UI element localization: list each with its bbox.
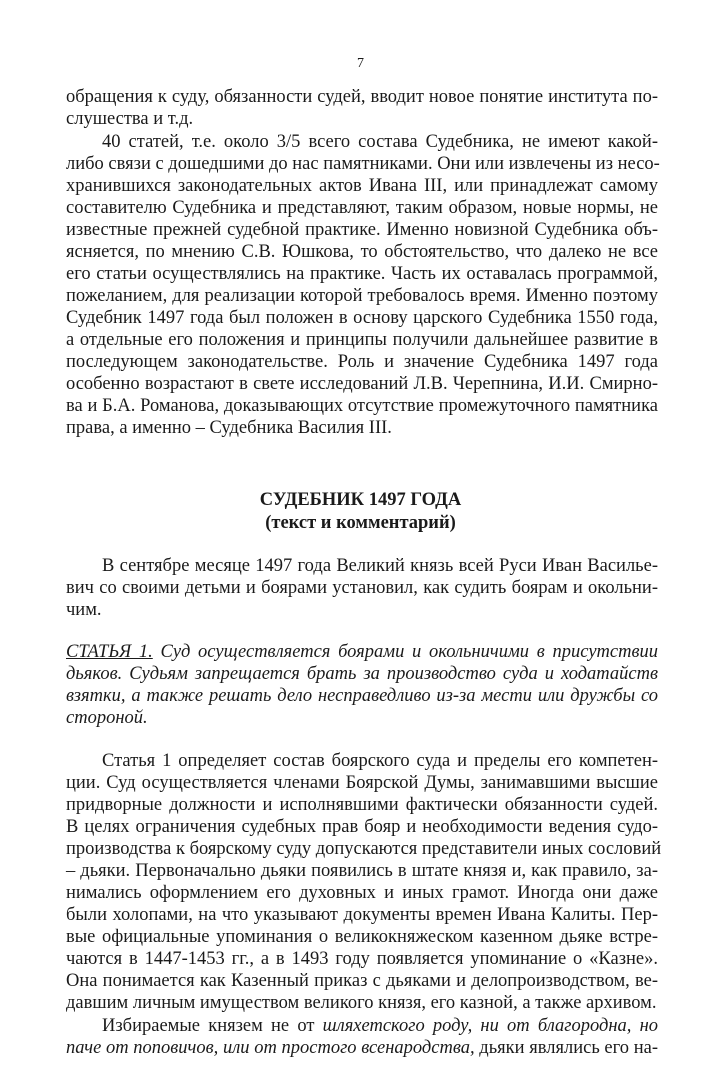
paragraph-line: Судебник 1497 года был положен в основу царского Судебника 1550 года, — [66, 308, 658, 328]
paragraph-line: вые официальные упоминания о великокняжеском казенном дьяке встре- — [66, 927, 658, 947]
paragraph-line: Она понимается как Казенный приказ с дьяками и делопроизводством, ве- — [66, 971, 658, 991]
article-label: СТАТЬЯ 1. — [66, 642, 153, 662]
paragraph-line: вич со своими детьми и боярами установил, как судить боярам и окольни- — [66, 578, 658, 598]
article-line: дьяков. Судьям запрещается брать за производство суда и ходатайств — [66, 664, 658, 684]
paragraph-line: были холопами, на что указывают документы времен Ивана Калиты. Пер- — [66, 905, 658, 925]
paragraph-line: Статья 1 определяет состав боярского суда и пределы его компетен- — [102, 751, 658, 771]
paragraph-line: права, а именно – Судебника Василия III. — [66, 418, 392, 438]
paragraph-line: составителю Судебника и представляют, таким образом, новые нормы, не — [66, 198, 658, 218]
paragraph-line: 40 статей, т.е. около 3/5 всего состава Судебника, не имеют какой- — [102, 132, 658, 152]
paragraph-line: а отдельные его положения и принципы получили дальнейшее развитие в — [66, 330, 658, 350]
paragraph-line: последующем законодательстве. Роль и значение Судебника 1497 года — [66, 352, 658, 372]
paragraph-line: давшим личным имуществом великого князя, его казной, а также архивом. — [66, 993, 657, 1013]
section-heading-subtitle: (текст и комментарий) — [265, 513, 456, 533]
paragraph-line: ва и Б.А. Романова, доказывающих отсутствие промежуточного памятника — [66, 396, 658, 416]
quote-run: шляхетского роду, ни от благородна, но — [322, 1016, 659, 1036]
paragraph-line: производства к боярскому суду допускаются представители иных сословий — [66, 839, 662, 859]
article-text: Суд осуществляется боярами и окольничими в присутствии — [160, 642, 658, 662]
article-line — [66, 641, 658, 663]
page-number: 7 — [357, 56, 364, 71]
section-heading-title: СУДЕБНИК 1497 ГОДА — [259, 490, 462, 510]
paragraph-line: обращения к суду, обязанности судей, вводит новое понятие института по- — [66, 87, 658, 107]
paragraph-line: его статьи осуществлялись на практике. Часть их оставалась программой, — [66, 264, 658, 284]
paragraph-line — [102, 1015, 658, 1037]
paragraph-line — [66, 1037, 658, 1059]
paragraph-line: либо связи с дошедшими до нас памятниками. Они или извлечены из несо- — [66, 154, 660, 174]
paragraph-line: чаются в 1447-1453 гг., а в 1493 году появляется упоминание о «Казне». — [66, 949, 658, 969]
text-run: Избираемые князем не от — [102, 1016, 323, 1036]
paragraph-line: чим. — [66, 600, 102, 620]
paragraph-line: особенно возрастают в свете исследований Л.В. Черепнина, И.И. Смирно- — [66, 374, 658, 394]
article-line: стороной. — [66, 708, 148, 728]
paragraph-line: слушества и т.д. — [66, 109, 194, 129]
article-line: взятки, а также решать дело несправедливо из-за мести или дружбы со — [66, 686, 658, 706]
paragraph-line: пожеланием, для реализации которой требовалось время. Именно поэтому — [66, 286, 658, 306]
paragraph-line: придворные должности и исполнявшими фактически обязанности судей. — [66, 795, 658, 815]
paragraph-line: В сентябре месяце 1497 года Великий князь всей Руси Иван Василье- — [102, 556, 658, 576]
paragraph-line: известные прежней судебной практике. Именно новизной Судебника объ- — [66, 220, 658, 240]
paragraph-line: хранившихся законодательных актов Ивана III, или принадлежат самому — [66, 176, 658, 196]
paragraph-line: ции. Суд осуществляется членами Боярской Думы, занимавшими высшие — [66, 773, 658, 793]
quote-run: паче от поповичов, или от простого всенародства, — [66, 1038, 475, 1058]
paragraph-line: В целях ограничения судебных прав бояр и необходимости ведения судо- — [66, 817, 658, 837]
text-run: дьяки являлись его на- — [474, 1038, 658, 1058]
paragraph-line: – дьяки. Первоначально дьяки появились в штате князя и, как правило, за- — [66, 861, 658, 881]
paragraph-line: нимались оформлением его духовных и иных грамот. Иногда они даже — [66, 883, 658, 903]
paragraph-line: ясняется, по мнению С.В. Юшкова, то обстоятельство, что далеко не все — [66, 242, 658, 262]
